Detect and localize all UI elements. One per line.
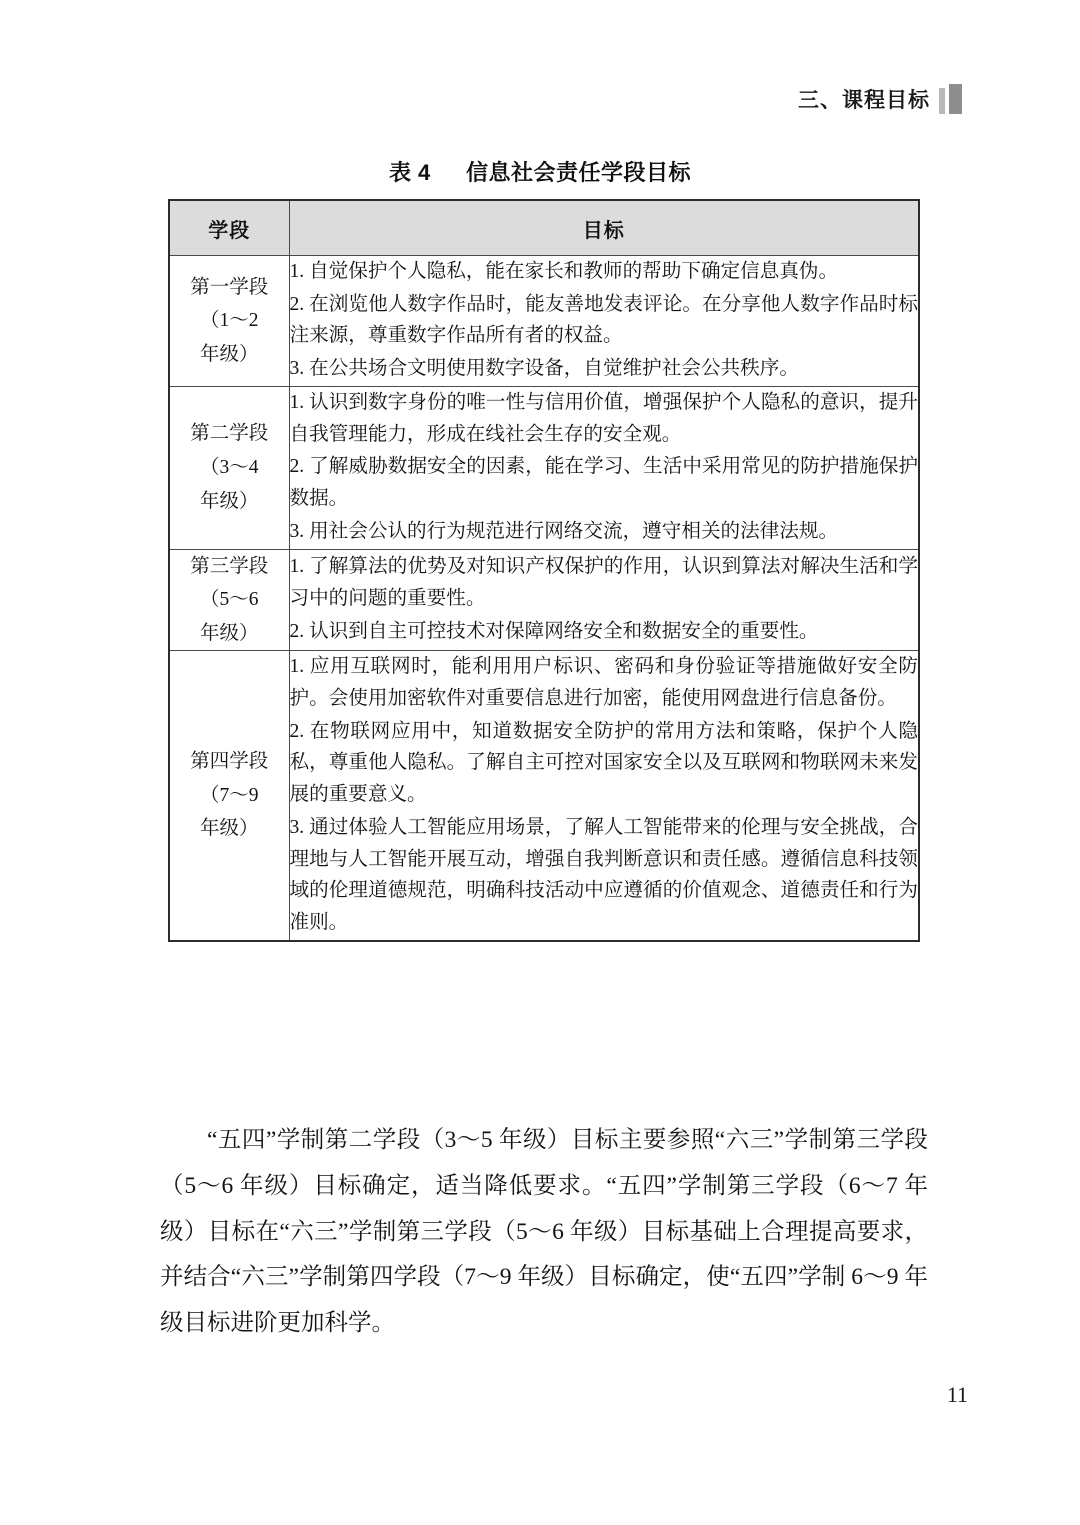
stage-line: 第四学段 [190,751,269,773]
goal-item: 1. 应用互联网时，能利用用户标识、密码和身份验证等措施做好安全防护。会使用加密软件对重要信息进行加密，能使用网盘进行信息备份。 [289,656,918,709]
stage-line: 年级） [199,343,259,365]
stage-goals-table [168,199,920,942]
goals-cell [289,386,919,549]
running-header [798,84,962,114]
body-paragraph: “五四”学制第二学段（3～5 年级）目标主要参照“六三”学制第三学段（5～6 年级）目标确定，适当降低要求。“五四”学制第三学段（6～7 年级）目标在“六三”学制第三学段（5～6 年级）目标基础上合理提高要求，并结合“六三”学制第四学段（7～9 年级）目标确定，使“五四”学制 6～9 年级目标进阶更加科学。 [160,1127,928,1337]
column-header-goals: 目标 [289,200,919,256]
table-row [169,386,919,549]
goal-item: 2. 在浏览他人数字作品时，能友善地发表评论。在分享他人数字作品时标注来源，尊重数字作品所有者的权益。 [289,293,918,347]
stage-line: （5～6 [199,589,259,611]
table-row [169,256,919,387]
table-body [169,256,919,941]
goal-item: 3. 通过体验人工智能应用场景，了解人工智能带来的伦理与安全挑战，合理地与人工智能开展互动，增强自我判断意识和责任感。遵循信息科技领域的伦理道德规范，明确科技活动中应遵循的价值观念、道德责任和行为准则。 [289,816,918,934]
stage-line: 第一学段 [190,276,269,298]
goals-cell [289,549,919,651]
stage-line: （1～2 [199,310,259,332]
stage-line: 年级） [199,622,259,644]
stage-line: 年级） [199,490,259,512]
goal-item: 3. 在公共场合文明使用数字设备，自觉维护社会公共秩序。 [289,358,799,380]
goal-item: 1. 认识到数字身份的唯一性与信用价值，增强保护个人隐私的意识，提升自我管理能力，形成在线社会生存的安全观。 [289,391,918,445]
stage-cell [169,386,289,549]
section-label: 三、课程目标 [798,89,930,112]
goal-item: 2. 了解威胁数据安全的因素，能在学习、生活中采用常见的防护措施保护数据。 [289,456,918,510]
stage-cell [169,549,289,651]
decor-bar-dark [949,84,962,114]
table-caption-number: 表 4 [388,160,431,185]
header-decoration-bars-icon [939,84,962,114]
goals-cell [289,256,919,387]
stage-line: 年级） [199,818,259,840]
stage-cell [169,651,289,941]
stage-line: 第二学段 [190,423,269,445]
table-caption-title: 信息社会责任学段目标 [466,160,692,185]
goal-item: 1. 自觉保护个人隐私，能在家长和教师的帮助下确定信息真伪。 [289,261,839,282]
goal-item: 3. 用社会公认的行为规范进行网络交流，遵守相关的法律法规。 [289,520,839,542]
decor-bar-light [939,88,945,114]
goal-item: 1. 了解算法的优势及对知识产权保护的作用，认识到算法对解决生活和学习中的问题的重要性。 [289,556,918,610]
goals-cell [289,651,919,941]
column-header-stage: 学段 [169,200,289,256]
stage-line: （7～9 [199,784,259,806]
goals-table-container [168,199,918,942]
goal-item: 2. 在物联网应用中，知道数据安全防护的常用方法和策略，保护个人隐私，尊重他人隐私。了解自主可控对国家安全以及互联网和物联网未来发展的重要意义。 [289,720,918,806]
table-caption [0,156,1080,187]
table-row [169,651,919,941]
stage-line: 第三学段 [190,555,269,577]
table-row [169,549,919,651]
table-header-row [169,200,919,256]
goal-item: 2. 认识到自主可控技术对保障网络安全和数据安全的重要性。 [289,620,819,642]
stage-cell [169,256,289,387]
page-number: 11 [946,1382,968,1407]
stage-line: （3～4 [199,457,259,478]
